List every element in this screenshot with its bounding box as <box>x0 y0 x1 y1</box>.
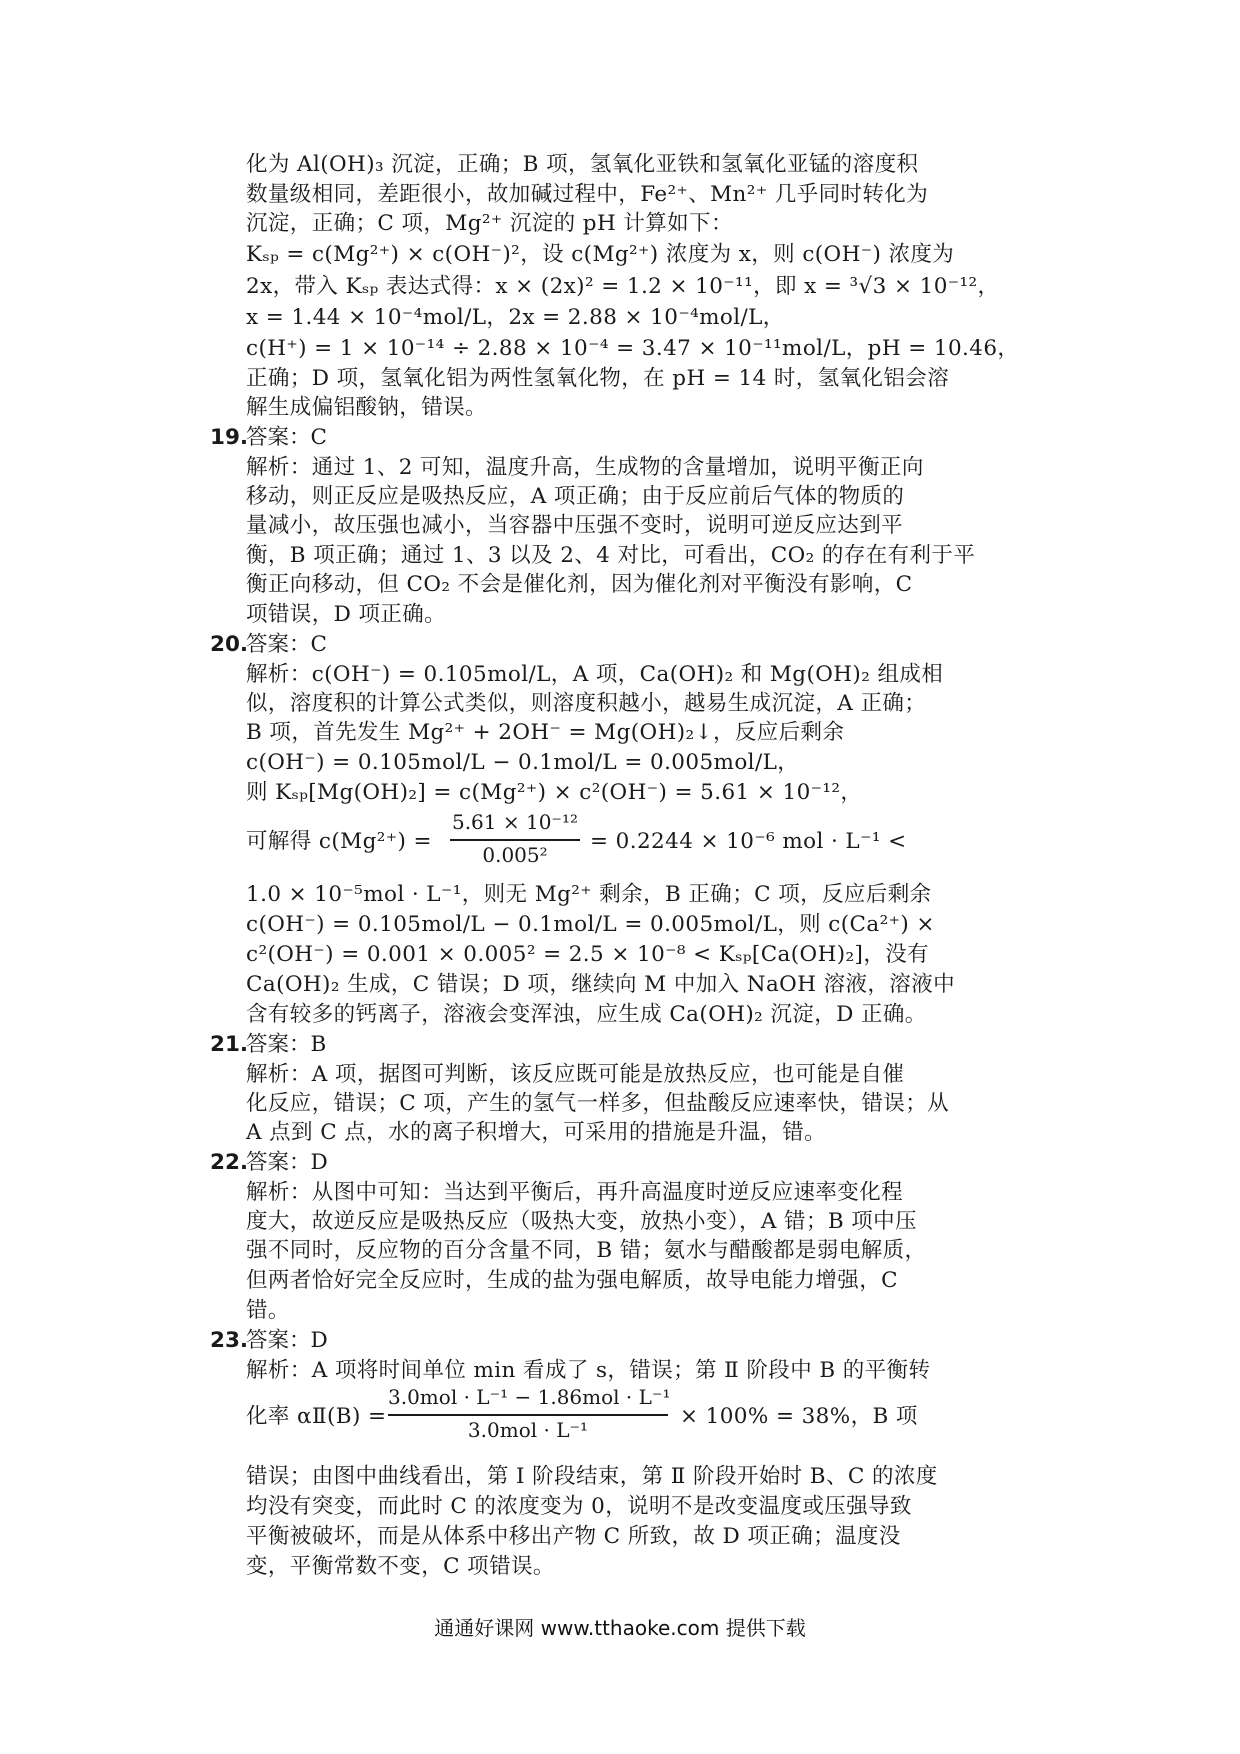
text-line: 解析：A 项将时间单位 min 看成了 s，错误；第 Ⅱ 阶段中 B 的平衡转 <box>246 1358 931 1383</box>
fraction-bar <box>450 839 580 841</box>
text-line: 平衡被破坏，而是从体系中移出产物 C 所致，故 D 项正确；温度没 <box>246 1524 901 1549</box>
fraction-bar <box>388 1414 668 1416</box>
text-line: 数量级相同，差距很小，故加碱过程中，Fe²⁺、Mn²⁺ 几乎同时转化为 <box>246 182 929 207</box>
question-number: 22. <box>210 1150 249 1175</box>
fraction-numerator: 3.0mol · L⁻¹ − 1.86mol · L⁻¹ <box>388 1385 671 1409</box>
answer-label: 答案：D <box>246 1328 328 1353</box>
text-line: 项错误，D 项正确。 <box>246 602 447 627</box>
text-line: 解生成偏铝酸钠，错误。 <box>246 395 487 420</box>
fraction-numerator: 5.61 × 10⁻¹² <box>451 810 579 834</box>
fraction-suffix: × 100% = 38%，B 项 <box>680 1404 918 1429</box>
text-line: 强不同时，反应物的百分含量不同，B 错；氨水与醋酸都是弱电解质， <box>246 1238 927 1263</box>
fraction-denominator: 3.0mol · L⁻¹ <box>467 1418 589 1442</box>
text-line: 衡正向移动，但 CO₂ 不会是催化剂，因为催化剂对平衡没有影响，C <box>246 572 913 597</box>
text-line: 则 Kₛₚ[Mg(OH)₂] = c(Mg²⁺) × c²(OH⁻) = 5.61 × 10⁻¹²， <box>246 780 863 805</box>
text-line: c²(OH⁻) = 0.001 × 0.005² = 2.5 × 10⁻⁸ < Kₛₚ[Ca(OH)₂]，没有 <box>246 942 930 967</box>
question-number: 20. <box>210 632 249 657</box>
text-line: c(H⁺) = 1 × 10⁻¹⁴ ÷ 2.88 × 10⁻⁴ = 3.47 × 10⁻¹¹mol/L，pH = 10.46， <box>246 336 1020 361</box>
text-line: Kₛₚ = c(Mg²⁺) × c(OH⁻)²，设 c(Mg²⁺) 浓度为 x，则 c(OH⁻) 浓度为 <box>246 242 955 267</box>
answer-label: 答案：C <box>246 632 327 657</box>
text-line: 正确；D 项，氢氧化铝为两性氢氧化物，在 pH = 14 时，氢氧化铝会溶 <box>246 366 950 391</box>
question-number: 21. <box>210 1032 249 1057</box>
text-line: 解析：A 项，据图可判断，该反应既可能是放热反应，也可能是自催 <box>246 1062 905 1087</box>
answer-label: 答案：C <box>246 425 327 450</box>
text-line: 解析：c(OH⁻) = 0.105mol/L，A 项，Ca(OH)₂ 和 Mg(OH)₂ 组成相 <box>246 662 944 687</box>
text-line: 含有较多的钙离子，溶液会变浑浊，应生成 Ca(OH)₂ 沉淀，D 正确。 <box>246 1002 927 1027</box>
fraction-prefix: 化率 αⅡ(B) = <box>246 1404 387 1429</box>
answer-label: 答案：B <box>246 1032 327 1057</box>
text-line: 移动，则正反应是吸热反应，A 项正确；由于反应前后气体的物质的 <box>246 484 905 509</box>
text-line: 均没有突变，而此时 C 的浓度变为 0，说明不是改变温度或压强导致 <box>246 1494 912 1519</box>
fraction-prefix: 可解得 c(Mg²⁺) = <box>246 829 432 854</box>
text-line: 但两者恰好完全反应时，生成的盐为强电解质，故导电能力增强，C <box>246 1268 898 1293</box>
text-line: x = 1.44 × 10⁻⁴mol/L，2x = 2.88 × 10⁻⁴mol/L， <box>246 305 785 330</box>
text-line: 沉淀，正确；C 项，Mg²⁺ 沉淀的 pH 计算如下： <box>246 211 733 236</box>
question-number: 23. <box>210 1328 249 1353</box>
text-line: 解析：通过 1、2 可知，温度升高，生成物的含量增加，说明平衡正向 <box>246 455 924 480</box>
fraction-denominator: 0.005² <box>482 843 548 867</box>
text-line: 量减小，故压强也减小，当容器中压强不变时，说明可逆反应达到平 <box>246 513 904 538</box>
text-line: 变，平衡常数不变，C 项错误。 <box>246 1554 555 1579</box>
text-line: c(OH⁻) = 0.105mol/L − 0.1mol/L = 0.005mol/L，则 c(Ca²⁺) × <box>246 912 935 937</box>
fraction-suffix: = 0.2244 × 10⁻⁶ mol · L⁻¹ < <box>590 829 907 854</box>
text-line: 2x，带入 Kₛₚ 表达式得：x × (2x)² = 1.2 × 10⁻¹¹，即 x = ³√3 × 10⁻¹²， <box>246 274 1000 299</box>
text-line: 度大，故逆反应是吸热反应（吸热大变，放热小变），A 错；B 项中压 <box>246 1209 917 1234</box>
text-line: 衡，B 项正确；通过 1、3 以及 2、4 对比，可看出，CO₂ 的存在有利于平 <box>246 543 976 568</box>
text-line: Ca(OH)₂ 生成，C 错误；D 项，继续向 M 中加入 NaOH 溶液，溶液中 <box>246 972 955 997</box>
text-line: A 点到 C 点，水的离子积增大，可采用的措施是升温，错。 <box>246 1120 827 1145</box>
text-line: 似，溶度积的计算公式类似，则溶度积越小，越易生成沉淀，A 正确； <box>246 691 927 716</box>
answer-label: 答案：D <box>246 1150 328 1175</box>
text-line: 解析：从图中可知：当达到平衡后，再升高温度时逆反应速率变化程 <box>246 1180 904 1205</box>
text-line: 错误；由图中曲线看出，第 Ⅰ 阶段结束，第 Ⅱ 阶段开始时 B、C 的浓度 <box>246 1464 938 1489</box>
text-line: 化为 Al(OH)₃ 沉淀，正确；B 项，氢氧化亚铁和氢氧化亚锰的溶度积 <box>246 152 919 177</box>
footer-credit: 通通好课网 www.tthaoke.com 提供下载 <box>434 1616 806 1640</box>
text-line: 1.0 × 10⁻⁵mol · L⁻¹，则无 Mg²⁺ 剩余，B 正确；C 项，反应后剩余 <box>246 882 932 907</box>
question-number: 19. <box>210 425 249 450</box>
text-line: 错。 <box>246 1298 290 1323</box>
text-line: 化反应，错误；C 项，产生的氢气一样多，但盐酸反应速率快，错误；从 <box>246 1091 949 1116</box>
text-line: c(OH⁻) = 0.105mol/L − 0.1mol/L = 0.005mol/L， <box>246 750 800 775</box>
text-line: B 项，首先发生 Mg²⁺ + 2OH⁻ = Mg(OH)₂↓，反应后剩余 <box>246 720 845 745</box>
